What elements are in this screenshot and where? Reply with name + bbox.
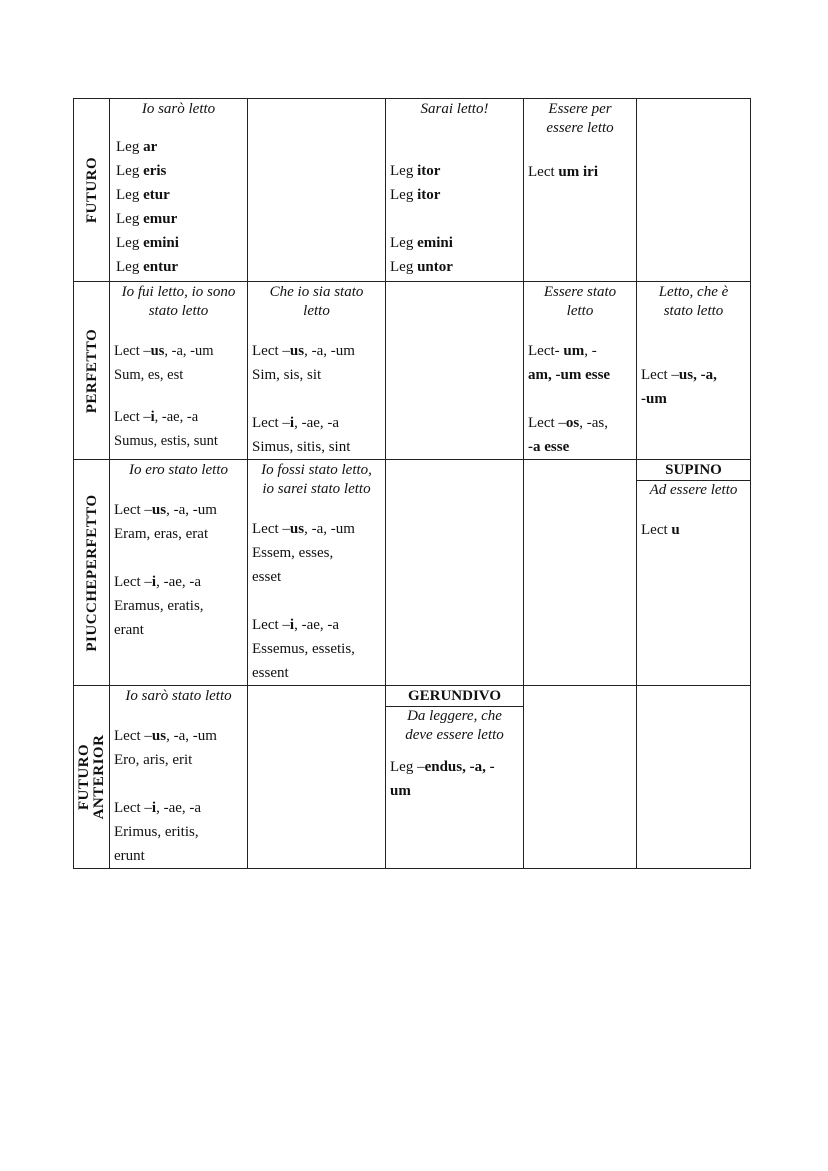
cell-heading: Io ero stato letto [128, 462, 229, 478]
cell-supino [637, 460, 751, 686]
section-title-gerundivo: GERUNDIVO [386, 687, 523, 707]
form-line: Lect –os, -as, [528, 415, 608, 431]
row-label-piuccheperfetto [74, 460, 110, 686]
form-line: um [390, 783, 411, 799]
cell-futuro-congiuntivo [248, 99, 386, 282]
conjugation-table [73, 98, 751, 869]
form-line: erant [114, 622, 144, 638]
form-line: Simus, sitis, sint [252, 439, 351, 455]
cell-heading: Essere per [548, 101, 612, 117]
cell-futuro-anteriore-infinito [524, 686, 637, 869]
form-line: Lect- um, - [528, 343, 597, 359]
form-line: Leg etur [116, 187, 170, 203]
form-line: Sumus, estis, sunt [114, 433, 218, 449]
form-line: Lect –i, -ae, -a [114, 574, 202, 590]
form-line: Lect –us, -a, -um [114, 728, 217, 744]
cell-perfetto-participio [637, 282, 751, 460]
form-line: Sim, sis, sit [252, 367, 322, 383]
form-line: Ero, aris, erit [114, 752, 193, 768]
form-line: Eram, eras, erat [114, 526, 209, 542]
cell-gerundivo [386, 686, 524, 869]
section-title-supino: SUPINO [637, 461, 750, 481]
cell-perfetto-congiuntivo [248, 282, 386, 460]
form-line: Lect –us, -a, -um [114, 502, 217, 518]
cell-piuccheperfetto-imperativo [386, 460, 524, 686]
form-line: Essem, esses, [252, 545, 334, 561]
row-label-futuro [74, 99, 110, 282]
form-line: Lect –us, -a, [641, 367, 717, 383]
label-futuro-anteriore: FUTURO ANTERIOR [75, 734, 107, 820]
row-perfetto [74, 282, 751, 460]
form-line: Leg itor [390, 187, 441, 203]
form-line: Sum, es, est [114, 367, 184, 383]
form-line: Leg emini [390, 235, 453, 251]
form-line: Lect u [641, 522, 680, 538]
form-line: Lect –i, -ae, -a [114, 800, 202, 816]
cell-futuro-anteriore-participio [637, 686, 751, 869]
cell-piuccheperfetto-infinito [524, 460, 637, 686]
form-line: Lect –i, -ae, -a [252, 617, 340, 633]
row-futuro-anteriore [74, 686, 751, 869]
form-line: erunt [114, 848, 145, 864]
cell-heading: Essere stato [543, 284, 617, 300]
label-perfetto: PERFETTO [83, 328, 100, 413]
form-line: Leg entur [116, 259, 179, 275]
cell-futuro-infinito [524, 99, 637, 282]
cell-futuro-anteriore-congiuntivo [248, 686, 386, 869]
cell-heading: Io fossi stato letto, [261, 462, 372, 478]
cell-futuro-indicativo [110, 99, 248, 282]
form-line: Leg ar [116, 139, 158, 155]
cell-futuro-participio [637, 99, 751, 282]
cell-heading: Io fui letto, io sono [121, 284, 236, 300]
form-line: Lect –i, -ae, -a [252, 415, 340, 431]
cell-heading: deve essere letto [405, 727, 504, 743]
form-line: Eramus, eratis, [114, 598, 204, 614]
row-piuccheperfetto [74, 460, 751, 686]
cell-heading: stato letto [663, 303, 724, 319]
form-line: Lect –us, -a, -um [114, 343, 214, 359]
form-line: am, -um esse [528, 367, 611, 383]
cell-heading: Da leggere, che [407, 708, 502, 724]
row-futuro [74, 99, 751, 282]
form-line: Lect –us, -a, -um [252, 343, 355, 359]
cell-piuccheperfetto-congiuntivo [248, 460, 386, 686]
form-line: Lect –us, -a, -um [252, 521, 355, 537]
form-line: -um [641, 391, 667, 407]
cell-heading: Io sarò stato letto [125, 688, 232, 704]
cell-heading: Che io sia stato [269, 284, 364, 300]
form-line: Leg eris [116, 163, 167, 179]
form-line: Leg untor [390, 259, 453, 275]
row-label-futuro-anteriore [74, 686, 110, 869]
label-piuccheperfetto: PIUCCHEPERFETTO [83, 493, 100, 652]
cell-perfetto-indicativo [110, 282, 248, 460]
form-line: Lect –i, -ae, -a [114, 409, 199, 425]
form-line: Leg –endus, -a, - [390, 759, 495, 775]
cell-heading: Letto, che è [658, 284, 729, 300]
form-line: essent [252, 665, 289, 681]
cell-piuccheperfetto-indicativo [110, 460, 248, 686]
form-line: Erimus, eritis, [114, 824, 199, 840]
form-line: esset [252, 569, 282, 585]
form-line: Leg emur [116, 211, 178, 227]
cell-heading: io sarei stato letto [262, 481, 371, 497]
form-line: Leg emini [116, 235, 179, 251]
cell-heading: letto [566, 303, 594, 319]
cell-perfetto-imperativo [386, 282, 524, 460]
cell-futuro-imperativo [386, 99, 524, 282]
cell-heading: Sarai letto! [420, 101, 489, 117]
form-line: Essemus, essetis, [252, 641, 355, 657]
cell-futuro-anteriore-indicativo [110, 686, 248, 869]
form-line: Lect um iri [528, 164, 598, 180]
cell-perfetto-infinito [524, 282, 637, 460]
cell-heading: Ad essere letto [649, 482, 738, 498]
cell-heading: essere letto [546, 120, 614, 136]
cell-heading: stato letto [148, 303, 209, 319]
form-line: -a esse [528, 439, 570, 455]
label-futuro: FUTURO [83, 156, 100, 224]
cell-heading: Io sarò letto [141, 101, 216, 117]
row-label-perfetto [74, 282, 110, 460]
form-line: Leg itor [390, 163, 441, 179]
cell-heading: letto [303, 303, 330, 319]
